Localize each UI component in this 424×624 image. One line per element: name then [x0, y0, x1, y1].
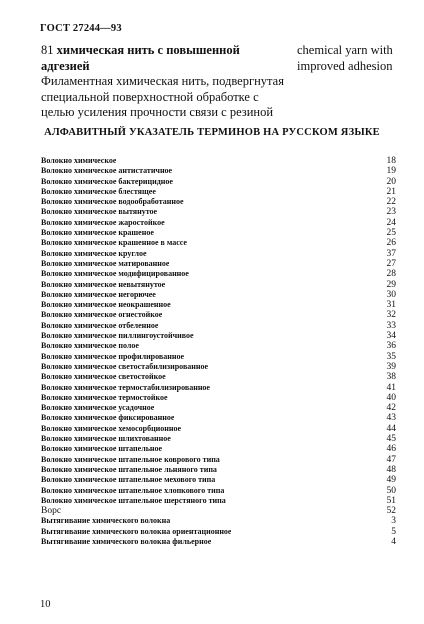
index-entry — [41, 475, 396, 485]
index-entry — [41, 486, 396, 496]
index-term: Волокно химическое вытянутое — [41, 207, 158, 217]
index-term: Волокно химическое штапельное шерстяного типа — [41, 495, 226, 505]
index-term: Вытягивание химического волокна фильерное — [41, 536, 212, 546]
term-index-list — [41, 156, 396, 547]
index-term: Волокно химическое неокрашенное — [41, 300, 171, 310]
term-definition: Филаментная химическая нить, подвергнутая специальной поверхностной обработке с целью усиления прочности связи с резиной — [41, 74, 284, 119]
index-term: Волокно химическое штапельное — [41, 444, 163, 454]
index-term-number: 37 — [386, 248, 396, 259]
index-term: Волокно химическое модифицированное — [41, 269, 189, 279]
index-term: Ворс — [41, 506, 62, 517]
index-term-number: 48 — [386, 464, 396, 475]
index-title: АЛФАВИТНЫЙ УКАЗАТЕЛЬ ТЕРМИНОВ НА РУССКОМ ЯЗЫКЕ — [44, 127, 380, 138]
index-term-number: 30 — [386, 289, 396, 300]
index-term-number: 22 — [386, 197, 396, 208]
index-term: Волокно химическое круглое — [41, 248, 147, 258]
index-term-number: 28 — [386, 269, 396, 280]
index-entry — [41, 372, 396, 382]
index-entry — [41, 352, 396, 362]
index-term: Волокно химическое огнестойкое — [41, 310, 163, 320]
index-entry — [41, 506, 396, 516]
index-entry — [41, 310, 396, 320]
index-term: Волокно химическое жаростойкое — [41, 217, 165, 227]
index-term: Волокно химическое бактерицидное — [41, 176, 173, 186]
index-entry — [41, 341, 396, 351]
index-entry — [41, 516, 396, 526]
index-term: Волокно химическое водообработанное — [41, 197, 184, 207]
index-term: Волокно химическое светостабилизированное — [41, 361, 209, 371]
index-term-number: 40 — [386, 392, 396, 403]
index-term-number: 26 — [386, 238, 396, 249]
index-term: Волокно химическое антистатичное — [41, 166, 173, 176]
index-entry — [41, 465, 396, 475]
index-entry — [41, 156, 396, 166]
index-term-number: 43 — [386, 413, 396, 424]
index-term-number: 3 — [391, 516, 396, 527]
index-term: Волокно химическое хемосорбционное — [41, 423, 182, 433]
index-entry — [41, 444, 396, 454]
index-term: Волокно химическое термостабилизированное — [41, 382, 210, 392]
index-term: Вытягивание химического волокна ориентационное — [41, 526, 232, 536]
index-term-number: 20 — [386, 176, 396, 187]
index-entry — [41, 280, 396, 290]
index-term: Волокно химическое крашенное в массе — [41, 238, 187, 248]
index-term-number: 32 — [386, 310, 396, 321]
term-81-russian — [41, 43, 291, 121]
index-term-number: 36 — [386, 341, 396, 352]
index-entry — [41, 166, 396, 176]
index-entry — [41, 413, 396, 423]
index-term-number: 44 — [386, 423, 396, 434]
index-entry — [41, 269, 396, 279]
index-term-number: 50 — [386, 485, 396, 496]
index-term: Волокно химическое усадочное — [41, 403, 155, 413]
index-term: Волокно химическое пиллингоустойчивое — [41, 331, 194, 341]
term-number: 81 — [41, 43, 54, 57]
index-term-number: 35 — [386, 351, 396, 362]
index-entry — [41, 537, 396, 547]
index-entry — [41, 187, 396, 197]
index-entry — [41, 290, 396, 300]
index-entry — [41, 259, 396, 269]
index-term-number: 33 — [386, 320, 396, 331]
index-entry — [41, 207, 396, 217]
index-term-number: 27 — [386, 258, 396, 269]
index-term-number: 45 — [386, 434, 396, 445]
index-term-number: 51 — [386, 495, 396, 506]
index-entry — [41, 249, 396, 259]
index-entry — [41, 300, 396, 310]
index-term-number: 41 — [386, 382, 396, 393]
index-term: Волокно химическое полое — [41, 341, 139, 351]
index-term-number: 21 — [386, 186, 396, 197]
index-entry — [41, 362, 396, 372]
index-term-number: 34 — [386, 331, 396, 342]
index-entry — [41, 321, 396, 331]
index-entry — [41, 403, 396, 413]
term-name: химическая нить с повышенной адгезией — [41, 43, 240, 73]
index-entry — [41, 238, 396, 248]
index-term-number: 47 — [386, 454, 396, 465]
index-term: Волокно химическое негорючее — [41, 289, 156, 299]
index-term-number: 4 — [391, 536, 396, 547]
index-term-number: 49 — [386, 475, 396, 486]
index-entry — [41, 527, 396, 537]
index-entry — [41, 424, 396, 434]
index-term-number: 25 — [386, 228, 396, 239]
index-entry — [41, 393, 396, 403]
index-term-number: 39 — [386, 361, 396, 372]
index-term: Волокно химическое светостойкое — [41, 372, 166, 382]
index-entry — [41, 455, 396, 465]
index-term: Волокно химическое матированное — [41, 258, 170, 268]
index-entry — [41, 228, 396, 238]
index-term: Волокно химическое фиксированное — [41, 413, 175, 423]
index-term: Волокно химическое штапельное мехового типа — [41, 475, 216, 485]
index-term: Вытягивание химического волокна — [41, 516, 171, 526]
index-term-number: 19 — [386, 166, 396, 177]
index-entry — [41, 197, 396, 207]
index-term: Волокно химическое шлихтованное — [41, 434, 171, 444]
index-term: Волокно химическое блестящее — [41, 186, 156, 196]
index-entry — [41, 434, 396, 444]
index-entry — [41, 331, 396, 341]
index-term: Волокно химическое — [41, 156, 117, 165]
index-term-number: 31 — [386, 300, 396, 311]
index-term: Волокно химическое профилированное — [41, 351, 185, 361]
index-term-number: 38 — [386, 372, 396, 383]
index-term: Волокно химическое крашеное — [41, 228, 154, 238]
index-term: Волокно химическое штапельное коврового типа — [41, 454, 220, 464]
index-term-number: 5 — [391, 526, 396, 537]
index-term-number: 42 — [386, 403, 396, 414]
index-term: Волокно химическое штапельное льняного типа — [41, 464, 217, 474]
index-term: Волокно химическое штапельное хлопкового типа — [41, 485, 225, 495]
index-entry — [41, 383, 396, 393]
index-term-number: 24 — [386, 217, 396, 228]
index-entry — [41, 496, 396, 506]
term-81-english: chemical yarn with improved adhesion — [297, 43, 393, 73]
index-term-number: 18 — [386, 156, 396, 166]
index-term: Волокно химическое невытянутое — [41, 279, 166, 289]
document-code: ГОСТ 27244—93 — [40, 23, 122, 34]
page-number: 10 — [40, 599, 51, 610]
index-term-number: 23 — [386, 207, 396, 218]
index-term: Волокно химическое термостойкое — [41, 392, 168, 402]
index-entry — [41, 177, 396, 187]
index-term-number: 52 — [386, 506, 396, 517]
index-term-number: 46 — [386, 444, 396, 455]
index-term-number: 29 — [386, 279, 396, 290]
index-entry — [41, 218, 396, 228]
index-term: Волокно химическое отбеленное — [41, 320, 159, 330]
